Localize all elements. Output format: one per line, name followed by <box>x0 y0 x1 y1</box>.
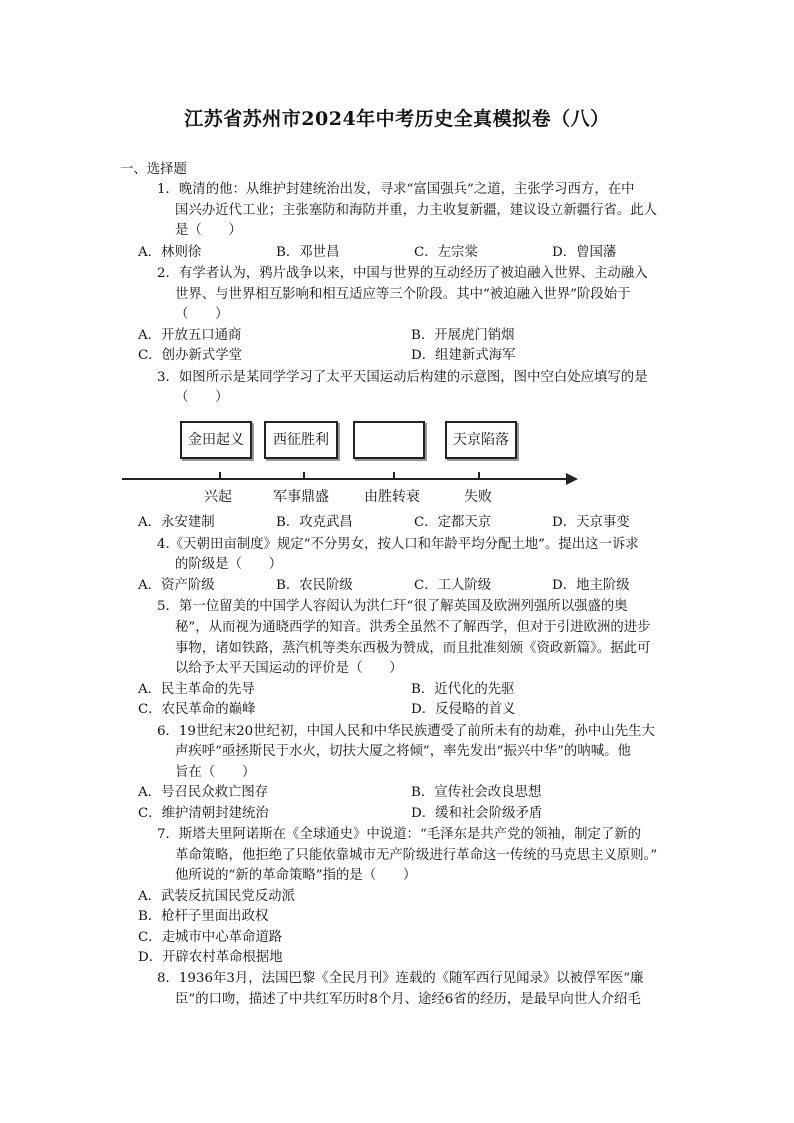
question-1-line-1: 1．晚清的他：从维护封建统治出发，寻求“富国强兵”之道，主张学习西方，在中 <box>157 182 635 197</box>
option-a[interactable]: A．资产阶级 <box>138 578 215 593</box>
question-6-options-row-2 <box>138 804 684 824</box>
stage-label-peak: 军事鼎盛 <box>273 489 329 505</box>
question-1-line-2: 国兴办近代工业；主张塞防和海防并重，力主收复新疆，建议设立新疆行省。此人 <box>175 203 658 218</box>
option-a[interactable]: A．号召民众救亡图存 <box>138 785 269 800</box>
option-c[interactable]: C．走城市中心革命道路 <box>138 930 283 945</box>
exam-title: 江苏省苏州市2024年中考历史全真模拟卷（八） <box>184 108 610 130</box>
question-6-line-3: 旨在（ ） <box>175 765 256 780</box>
option-b[interactable]: B．开展虎门销烟 <box>411 328 515 343</box>
question-7-line-3: 他所说的“新的革命策略”指的是（ ） <box>175 868 417 883</box>
timeline-tick <box>303 472 305 480</box>
stage-label-rise: 兴起 <box>204 489 232 505</box>
option-a[interactable]: A．武装反抗国民党反动派 <box>138 889 295 904</box>
timeline-tick <box>478 472 480 480</box>
option-d[interactable]: D．曾国藩 <box>552 245 617 260</box>
question-3-options <box>138 513 690 533</box>
option-d[interactable]: D．反侵略的首义 <box>411 702 516 717</box>
question-4-options <box>138 576 690 596</box>
section-heading: 一、选择题 <box>120 162 187 177</box>
question-5-line-3: 事物，诸如铁路，蒸汽机等类东西极为赞成，而且批准刻颁《资政新篇》。据此可 <box>175 641 651 656</box>
option-a[interactable]: A．开放五口通商 <box>138 328 242 343</box>
option-b[interactable]: B．农民阶级 <box>276 578 353 593</box>
question-4-line-1: 4.《天朝田亩制度》规定“不分男女，按人口和年龄平均分配土地”。提出这一诉求 <box>157 537 639 552</box>
diagram-box-western-expedition: 西征胜利 <box>264 421 338 459</box>
option-d[interactable]: D．地主阶级 <box>552 578 630 593</box>
question-5-line-2: 秘”，从而视为通晓西学的知音。洪秀全虽然不了解西学，但对于引进欧洲的进步 <box>175 620 651 635</box>
stage-label-defeat: 失败 <box>464 489 492 505</box>
diagram-box-blank <box>353 421 425 459</box>
question-1-line-3: 是（ ） <box>175 223 242 238</box>
timeline-axis <box>122 478 568 480</box>
option-c[interactable]: C．农民革命的巅峰 <box>138 702 256 717</box>
question-2-line-3: （ ） <box>175 307 229 322</box>
question-7-line-2: 革命策略，他拒绝了只能依靠城市无产阶级进行革命这一传统的马克思主义原则。” <box>175 848 658 863</box>
question-5-line-4: 以给予太平天国运动的评价是（ ） <box>175 661 403 676</box>
option-a[interactable]: A．永安建制 <box>138 515 215 530</box>
question-5-line-1: 5．第一位留美的中国学人容闳认为洪仁玕“很了解英国及欧洲列强所以强盛的奥 <box>157 599 628 614</box>
question-7-line-1: 7．斯塔夫里阿诺斯在《全球通史》中说道：“毛泽东是共产党的领袖，制定了新的 <box>157 827 642 842</box>
question-6-line-2: 声疾呼“亟拯斯民于水火，切扶大厦之将倾”，率先发出“振兴中华”的呐喊。他 <box>175 744 631 759</box>
question-5-options-row-2 <box>138 700 684 720</box>
timeline-tick <box>393 472 395 480</box>
option-d[interactable]: D．天京事变 <box>552 515 630 530</box>
option-c[interactable]: C．创办新式学堂 <box>138 348 242 363</box>
stage-label-decline: 由胜转衰 <box>364 489 420 505</box>
option-c[interactable]: C．工人阶级 <box>414 578 492 593</box>
question-3-line-2: （ ） <box>175 390 229 405</box>
option-c[interactable]: C．维护清朝封建统治 <box>138 806 269 821</box>
question-8-line-2: 臣”的口吻，描述了中共红军历时8个月、途经6省的经历，是最早向世人介绍毛 <box>175 992 641 1007</box>
question-2-options-row-1 <box>138 326 684 346</box>
question-5-options-row-1 <box>138 680 684 700</box>
option-a[interactable]: A．林则徐 <box>138 245 202 260</box>
timeline-arrow-icon <box>566 473 578 485</box>
question-2-line-1: 2．有学者认为，鸦片战争以来，中国与世界的互动经历了被迫融入世界、主动融入 <box>157 266 648 281</box>
option-b[interactable]: B．宣传社会改良思想 <box>411 785 542 800</box>
option-b[interactable]: B．枪杆子里面出政权 <box>138 909 269 924</box>
diagram-box-fall-of-tianjing: 天京陷落 <box>445 421 517 459</box>
timeline-tick <box>219 472 221 480</box>
question-4-line-2: 的阶级是（ ） <box>175 557 283 572</box>
question-1-options <box>138 243 690 263</box>
question-2-options-row-2 <box>138 346 684 366</box>
option-a[interactable]: A．民主革命的先导 <box>138 682 255 697</box>
taiping-timeline-diagram <box>118 408 588 518</box>
option-b[interactable]: B．攻克武昌 <box>276 515 353 530</box>
question-2-line-2: 世界、与世界相互影响和相互适应等三个阶段。其中“被迫融入世界”阶段始于 <box>175 287 631 302</box>
question-6-options-row-1 <box>138 783 684 803</box>
question-8-line-1: 8．1936年3月，法国巴黎《全民月刊》连载的《随军西行见闻录》以被俘军医“廉 <box>157 971 644 986</box>
option-d[interactable]: D．组建新式海军 <box>411 348 516 363</box>
option-d[interactable]: D．缓和社会阶级矛盾 <box>411 806 543 821</box>
option-b[interactable]: B．近代化的先驱 <box>411 682 515 697</box>
option-c[interactable]: C．定都天京 <box>414 515 492 530</box>
option-b[interactable]: B．邓世昌 <box>276 245 340 260</box>
diagram-box-jintian-uprising: 金田起义 <box>180 421 252 459</box>
question-3-line-1: 3．如图所示是某同学学习了太平天国运动后构建的示意图，图中空白处应填写的是 <box>157 370 648 385</box>
option-c[interactable]: C．左宗棠 <box>414 245 478 260</box>
question-6-line-1: 6．19世纪末20世纪初，中国人民和中华民族遭受了前所未有的劫难，孙中山先生大 <box>157 724 655 739</box>
option-d[interactable]: D．开辟农村革命根据地 <box>138 950 283 965</box>
